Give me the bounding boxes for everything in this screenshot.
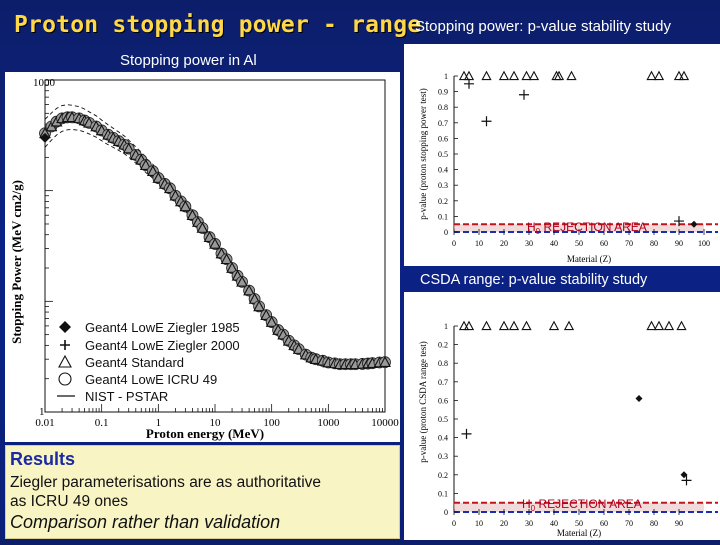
x-tick-label: 90: [675, 519, 683, 528]
x-tick-label: 80: [650, 519, 658, 528]
pvalue-triangle-point: [677, 322, 685, 330]
y-tick-label: 0.4: [438, 433, 448, 443]
x-tick-label: 50: [575, 239, 583, 248]
y-tick-label: 1: [444, 322, 448, 331]
x-tick-label: 0.1: [94, 417, 109, 429]
y-tick-label: 0.2: [438, 470, 448, 480]
csda-pvalue-chart: [404, 292, 720, 540]
left-chart-subtitle: Stopping power in Al: [120, 52, 257, 69]
pvalue-triangle-point: [565, 322, 573, 330]
y-tick-label: 0.6: [438, 396, 448, 406]
br-rejection-rest: REJECTION AREA: [535, 497, 642, 511]
slide-title: Proton stopping power - range: [14, 12, 422, 38]
x-tick-label: 1: [155, 417, 162, 429]
br-y-axis-label: p-value (proton CSDA range test): [418, 341, 428, 463]
results-emphasis: Comparison rather than validation: [10, 512, 281, 532]
pvalue-triangle-point: [567, 72, 575, 80]
y-tick-label: 0.8: [438, 103, 448, 113]
legend-label-ziegler2000: Geant4 LowE Ziegler 2000: [85, 338, 240, 353]
x-tick-label: 90: [675, 239, 683, 248]
x-tick-label: 40: [550, 519, 558, 528]
y-tick-label: 0.2: [438, 196, 448, 206]
y-tick-label: 0.4: [438, 165, 448, 175]
y-tick-1000: 1000: [33, 77, 55, 89]
y-tick-label: 0.7: [438, 377, 448, 387]
tr-y-axis-label: p-value (proton stopping power test): [418, 88, 428, 220]
pvalue-triangle-point: [647, 72, 655, 80]
pvalue-triangle-point: [510, 72, 518, 80]
legend-label-standard: Geant4 Standard: [85, 355, 185, 370]
stopping-power-plot-panel: [5, 72, 400, 442]
x-tick-label: 10000: [371, 417, 399, 429]
y-tick-label: 0.2: [438, 340, 448, 350]
pvalue-triangle-point: [482, 72, 490, 80]
y-tick-label: 0.1: [438, 489, 448, 499]
x-tick-label: 100: [698, 239, 710, 248]
x-tick-label: 40: [550, 239, 558, 248]
legend-label-pstar: NIST - PSTAR: [85, 389, 169, 404]
triangle-icon: [59, 356, 71, 367]
x-tick-label: 70: [625, 519, 633, 528]
legend-label-icru49: Geant4 LowE ICRU 49: [85, 372, 218, 387]
y-tick-label: 0: [444, 228, 448, 237]
pvalue-triangle-point: [655, 72, 663, 80]
br-rejection-sub: 0: [530, 504, 536, 513]
x-tick-label: 0.01: [35, 417, 55, 429]
pvalue-triangle-point: [550, 322, 558, 330]
tr-rejection-h: H: [527, 220, 536, 234]
pvalue-diamond-point: [636, 395, 643, 402]
tr-x-axis-label: Material (Z): [566, 254, 612, 264]
pvalue-triangle-point: [655, 322, 663, 330]
y-tick-label: 0: [444, 508, 448, 517]
pvalue-triangle-point: [522, 72, 530, 80]
pvalue-triangle-point: [530, 72, 538, 80]
pvalue-triangle-point: [510, 322, 518, 330]
csda-pvalue-panel: [404, 292, 720, 540]
stopping-power-pvalue-panel: [404, 44, 720, 266]
br-x-axis-label: Material (Z): [556, 528, 602, 538]
x-axis-label: Proton energy (MeV): [145, 426, 265, 441]
pvalue-triangle-point: [500, 322, 508, 330]
x-tick-label: 10: [475, 239, 483, 248]
x-tick-label: 0: [452, 239, 456, 248]
tr-rejection-label: [527, 220, 647, 236]
br-rejection-label: [522, 497, 642, 513]
x-tick-label: 50: [575, 519, 583, 528]
x-tick-label: 10: [475, 519, 483, 528]
x-tick-label: 80: [650, 239, 658, 248]
results-title: Results: [10, 449, 76, 469]
pvalue-triangle-point: [482, 322, 490, 330]
x-tick-label: 20: [500, 519, 508, 528]
y-tick-label: 1: [444, 72, 448, 81]
x-tick-label: 70: [625, 239, 633, 248]
csda-chart-title: CSDA range: p-value stability study: [420, 272, 648, 288]
x-tick-label: 10: [209, 417, 221, 429]
x-tick-label: 60: [600, 239, 608, 248]
y-tick-label: 0.1: [438, 212, 448, 222]
pvalue-triangle-point: [665, 322, 673, 330]
pvalue-plus-point: [462, 429, 472, 439]
right-panel-title: [415, 18, 671, 35]
legend: [57, 320, 240, 404]
x-tick-label: 30: [525, 239, 533, 248]
y-tick-label: 0.5: [438, 150, 448, 159]
legend-label-ziegler1985: Geant4 LowE Ziegler 1985: [85, 320, 240, 335]
right-title-suffix: p-value stability study: [527, 18, 671, 35]
pvalue-plus-point: [464, 79, 474, 89]
x-tick-label: 20: [500, 239, 508, 248]
filled-diamond-icon: [59, 321, 71, 333]
tr-rejection-rest: REJECTION AREA: [540, 220, 647, 234]
results-line-1: Ziegler parameterisations are as authoritative: [10, 474, 322, 491]
right-title-prefix: Stopping power:: [415, 18, 528, 35]
y-axis-label: Stopping Power (MeV cm2/g): [9, 180, 24, 344]
x-tick-label: 60: [600, 519, 608, 528]
plus-icon: [60, 340, 70, 350]
pvalue-plus-point: [482, 116, 492, 126]
x-tick-label: 0: [452, 519, 456, 528]
y-tick-label: 0.5: [438, 415, 448, 424]
y-tick-label: 0.8: [438, 359, 448, 369]
pvalue-triangle-point: [647, 322, 655, 330]
results-line-2: as ICRU 49 ones: [10, 493, 129, 510]
y-tick-label: 0.3: [438, 181, 448, 191]
y-tick-label: 0.6: [438, 134, 448, 144]
y-tick-label: 0.3: [438, 452, 448, 462]
stopping-power-pvalue-chart: [404, 44, 720, 266]
x-tick-label: 1000: [317, 417, 340, 429]
pvalue-plus-point: [519, 90, 529, 100]
br-rejection-h: H: [522, 497, 531, 511]
y-tick-label: 0.7: [438, 118, 448, 128]
tr-rejection-sub: 0: [535, 227, 541, 236]
y-tick-label: 0.9: [438, 87, 448, 97]
circle-icon: [59, 373, 71, 385]
x-tick-label: 30: [525, 519, 533, 528]
x-tick-label: 100: [263, 417, 280, 429]
y-tick-1: 1: [39, 406, 45, 418]
pvalue-triangle-point: [522, 322, 530, 330]
pvalue-triangle-point: [500, 72, 508, 80]
stopping-power-plot: [5, 72, 400, 442]
